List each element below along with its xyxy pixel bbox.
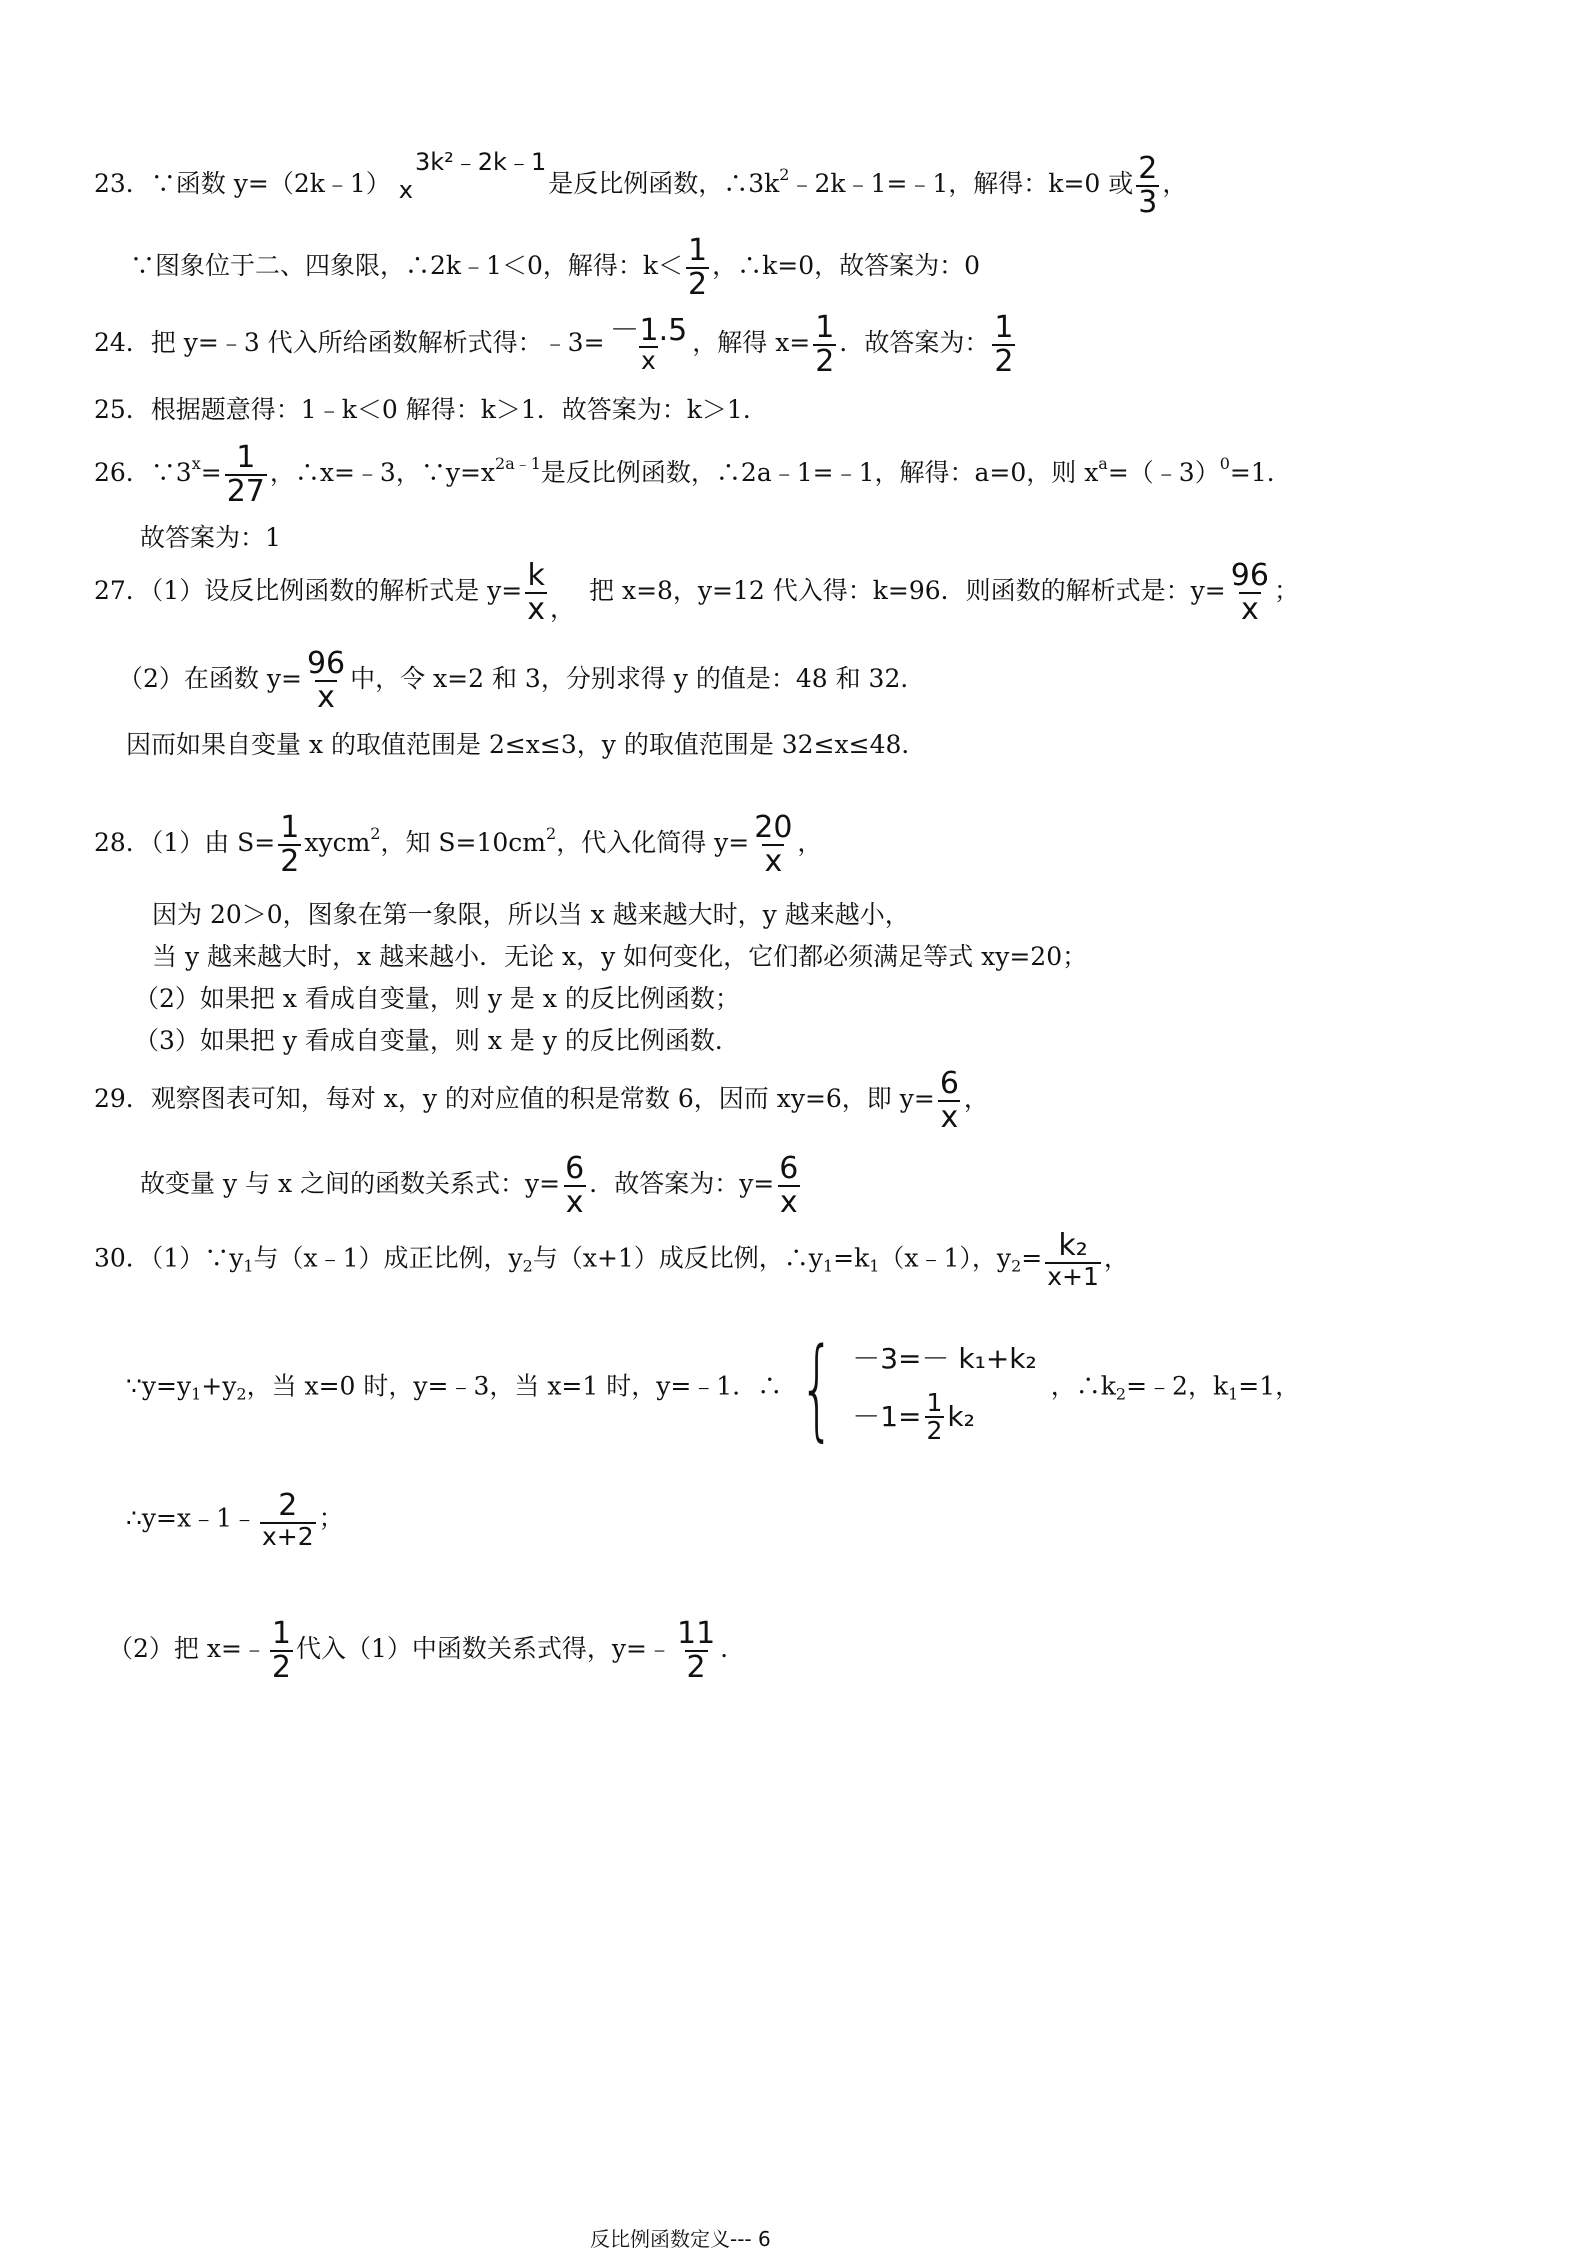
left-brace: { (799, 1324, 835, 1452)
q27-line3: 因而如果自变量 x 的取值范围是 2≤x≤3，y 的取值范围是 32≤x≤48． (126, 730, 927, 759)
fraction: $\frac{1}{27}$ (226, 440, 265, 509)
q26-line2: 故答案为：1 (140, 523, 281, 552)
q25-line: 25．根据题意得：1﹣k＜0 解得：k＞1．故答案为：k＞1． (94, 395, 768, 424)
fraction: $\frac{2}{3}$ (1138, 151, 1158, 220)
fraction: $\frac{6}{x}$ (779, 1151, 799, 1220)
q28-line1: 28．（1）由 S= $\frac{1}{2}$ xycm$^2$，知 $S=10cm^2$，代入化简得 y= $\frac{20}{x}$ ， (94, 810, 823, 879)
fraction: $\frac{1}{2}$ (271, 1616, 291, 1685)
q28-line3: 当 y 越来越大时，x 越来越小．无论 x，y 如何变化，它们都必须满足等式 xy=20； (152, 942, 1088, 971)
fraction: $\frac{1}{2}$ (815, 310, 835, 379)
q24-line: 24．把 y=﹣3 代入所给函数解析式得：﹣3= $\frac{-1.5}{x}$ ，解得 x= $\frac{1}{2}$ ．故答案为： $\frac{1}{2}$ (94, 310, 1014, 379)
system-row-2: －1= $\frac{1}{2}$ k₂ (852, 1387, 975, 1445)
q30-line1: 30．$(1)\because y_1$与（x﹣1）成正比例，$y_2$与（x+1）成反比例，$\therefore y_1=k_1(x﹣1)$，$y_2=$ $\frac{\text{k₂}}{x+1}$ ， (94, 1228, 1129, 1291)
fraction: $\frac{1}{2}$ (688, 233, 708, 302)
power-exponent: 3k²﹣2k﹣1 (415, 148, 547, 176)
q28-line2: 因为 20＞0，图象在第一象限，所以当 x 越来越大时，y 越来越小， (152, 900, 910, 929)
fraction: $\frac{1}{2}$ (926, 1387, 943, 1445)
fraction: $\frac{-1.5}{x}$ (609, 312, 688, 376)
fraction: $\frac{k}{x}$ (527, 558, 546, 627)
system-row-1: －3=－ k₁+k₂ (852, 1342, 1037, 1375)
q23-line2: ∵图象位于二、四象限，∴2k﹣1＜0，解得：k＜ $\frac{1}{2}$ ，∴k=0，故答案为：0 (130, 233, 981, 302)
q29-line2: 故变量 y 与 x 之间的函数关系式：y= $\frac{6}{x}$ ．故答案为：y= $\frac{6}{x}$ (140, 1151, 799, 1220)
q30-line2: $\because y=y_1+y_2$，当 x=0 时，y=﹣3，当 x=1 时，y=﹣1．∴ { －3=－ k₁+k₂ －1= $\frac{1}{2}$ k₂ ，$\therefore k_2=﹣2$，$k_1=1$， (126, 1324, 1301, 1452)
fraction: $\frac{11}{2}$ (676, 1616, 716, 1685)
equation-system (782, 1324, 1037, 1452)
q23-line1: 23．∵函数 y=（2k﹣1） x3k²﹣2k﹣1是反比例函数，$\therefore 3k^2﹣2k﹣1=﹣1$，解得：k=0 或 $\frac{2}{3}$ ， (94, 148, 1188, 220)
q27-line1: 27．（1）设反比例函数的解析式是 y= $\frac{k}{x}$ ，把 x=8，y=12 代入得：k=96．则函数的解析式是：y= $\frac{96}{x}$ ； (94, 558, 1299, 627)
fraction: $\frac{20}{x}$ (754, 810, 793, 879)
q29-line1: 29．观察图表可知，每对 x，y 的对应值的积是常数 6，因而 xy=6，即 y= $\frac{6}{x}$ ， (94, 1066, 989, 1135)
q28-line4: （2）如果把 x 看成自变量，则 y 是 x 的反比例函数； (134, 984, 740, 1013)
fraction: $\frac{6}{x}$ (565, 1151, 585, 1220)
fraction: $\frac{2}{x+2}$ (261, 1488, 314, 1551)
fraction: $\frac{1}{2}$ (280, 810, 300, 879)
q30-line4: （2）把 x=﹣ $\frac{1}{2}$ 代入（1）中函数关系式得，y=﹣ $\frac{11}{2}$ . (108, 1616, 729, 1685)
q28-line5: （3）如果把 y 看成自变量，则 x 是 y 的反比例函数． (134, 1026, 740, 1055)
fraction: $\frac{96}{x}$ (1230, 558, 1269, 627)
fraction: $\frac{96}{x}$ (306, 646, 346, 715)
fraction: $\frac{6}{x}$ (939, 1066, 959, 1135)
fraction: $\frac{\text{k₂}}{x+1}$ (1047, 1228, 1099, 1291)
q30-line3: ∴y=x﹣1﹣ $\frac{2}{x+2}$ ； (126, 1488, 344, 1551)
fraction: $\frac{1}{2}$ (994, 310, 1014, 379)
q27-line2: （2）在函数 y= $\frac{96}{x}$ 中，令 x=2 和 3，分别求得 y 的值是：48 和 32． (118, 646, 926, 715)
page-footer: 反比例函数定义--- 6 (590, 2227, 771, 2251)
q26-line1: 26．$\because 3^x=$ $\frac{1}{27}$ ，∴x=﹣3，$\because y=x^{2a﹣1}$是反比例函数，∴2a﹣1=﹣1，解得：a=0，则 $x^a=(﹣3)^0=1$． (94, 440, 1292, 509)
power-base: x (398, 176, 413, 204)
